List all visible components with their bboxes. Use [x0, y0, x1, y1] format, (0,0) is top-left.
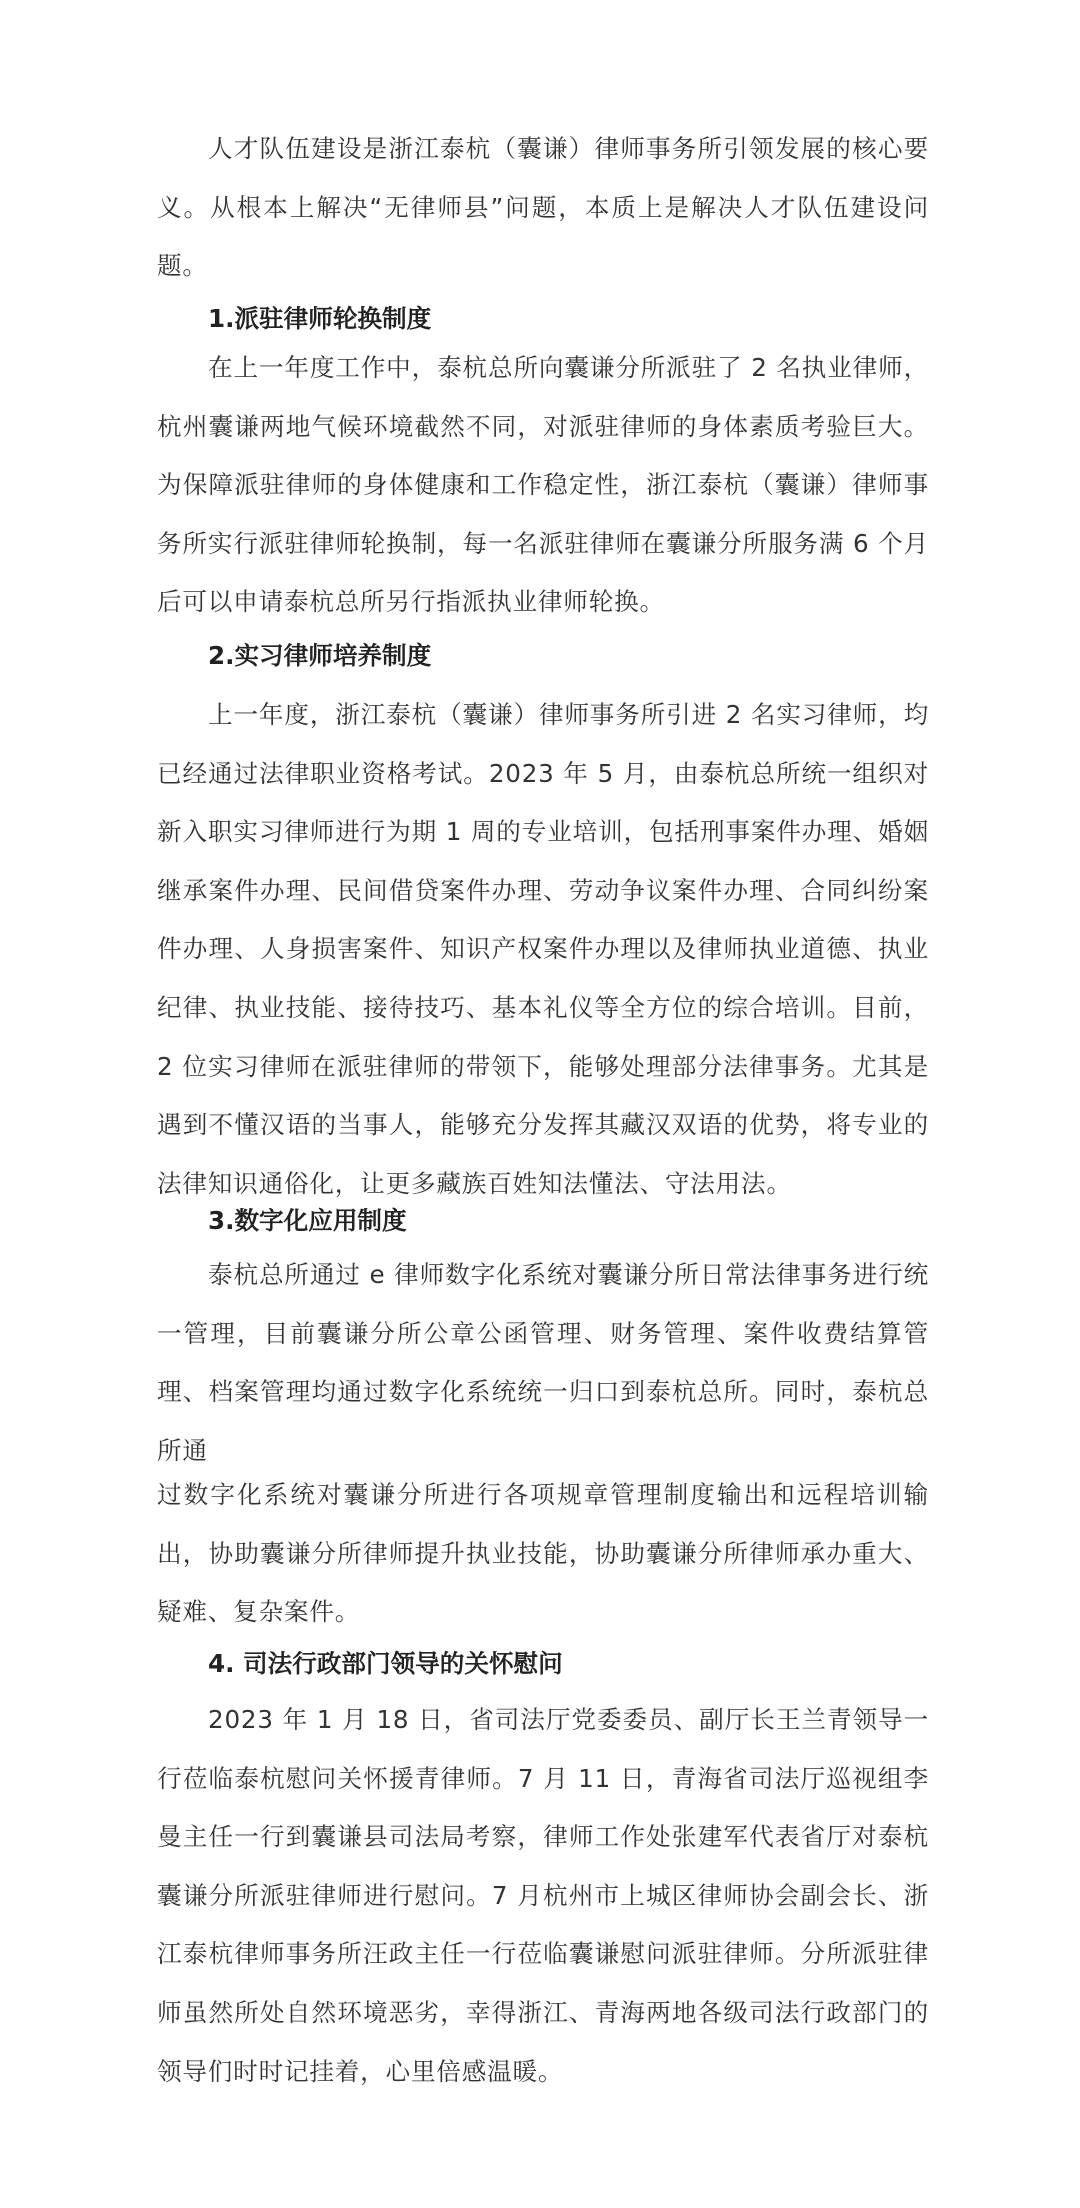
intro-paragraph: 人才队伍建设是浙江泰杭（囊谦）律师事务所引领发展的核心要义。从根本上解决“无律师县”问题，本质上是解决人才队伍建设问题。 — [157, 134, 929, 281]
section-4-heading: 4. 司法行政部门领导的关怀慰问 — [208, 1649, 563, 1678]
section-3-paragraph: 泰杭总所通过 e 律师数字化系统对囊谦分所日常法律事务进行统一管理，目前囊谦分所公章公函管理、财务管理、案件收费结算管理、档案管理均通过数字化系统统一归口到泰杭总所。同时，泰杭总所通 — [157, 1260, 929, 1465]
section-1-paragraph: 在上一年度工作中，泰杭总所向囊谦分所派驻了 2 名执业律师，杭州囊谦两地气候环境截然不同，对派驻律师的身体素质考验巨大。为保障派驻律师的身体健康和工作稳定性，浙江泰杭（囊谦）律师事务所实行派驻律师轮换制，每一名派驻律师在囊谦分所服务满 6 个月后可以申请泰杭总所另行指派执业律师轮换。 — [157, 353, 929, 617]
section-3-paragraph-continued: 过数字化系统对囊谦分所进行各项规章管理制度输出和远程培训输出，协助囊谦分所律师提升执业技能，协助囊谦分所律师承办重大、疑难、复杂案件。 — [157, 1480, 929, 1627]
section-2-paragraph: 上一年度，浙江泰杭（囊谦）律师事务所引进 2 名实习律师，均已经通过法律职业资格考试。2023 年 5 月，由泰杭总所统一组织对新入职实习律师进行为期 1 周的专业培训，包括刑事案件办理、婚姻继承案件办理、民间借贷案件办理、劳动争议案件办理、合同纠纷案件办理、人身损害案件、知识产权案件办理以及律师执业道德、执业纪律、执业技能、接待技巧、基本礼仪等全方位的综合培训。目前，2 位实习律师在派驻律师的带领下，能够处理部分法律事务。尤其是遇到不懂汉语的当事人，能够充分发挥其藏汉双语的优势，将专业的法律知识通俗化，让更多藏族百姓知法懂法、守法用法。 — [157, 700, 929, 1198]
section-3-heading: 3.数字化应用制度 — [208, 1206, 407, 1235]
section-4-paragraph: 2023 年 1 月 18 日，省司法厅党委委员、副厅长王兰青领导一行莅临泰杭慰问关怀援青律师。7 月 11 日，青海省司法厅巡视组李曼主任一行到囊谦县司法局考察，律师工作处张建军代表省厅对泰杭囊谦分所派驻律师进行慰问。7 月杭州市上城区律师协会副会长、浙江泰杭律师事务所汪政主任一行莅临囊谦慰问派驻律师。分所派驻律师虽然所处自然环境恶劣，幸得浙江、青海两地各级司法行政部门的领导们时时记挂着，心里倍感温暖。 — [157, 1705, 929, 2086]
section-2-heading: 2.实习律师培养制度 — [208, 641, 432, 670]
section-1-heading: 1.派驻律师轮换制度 — [208, 304, 432, 333]
